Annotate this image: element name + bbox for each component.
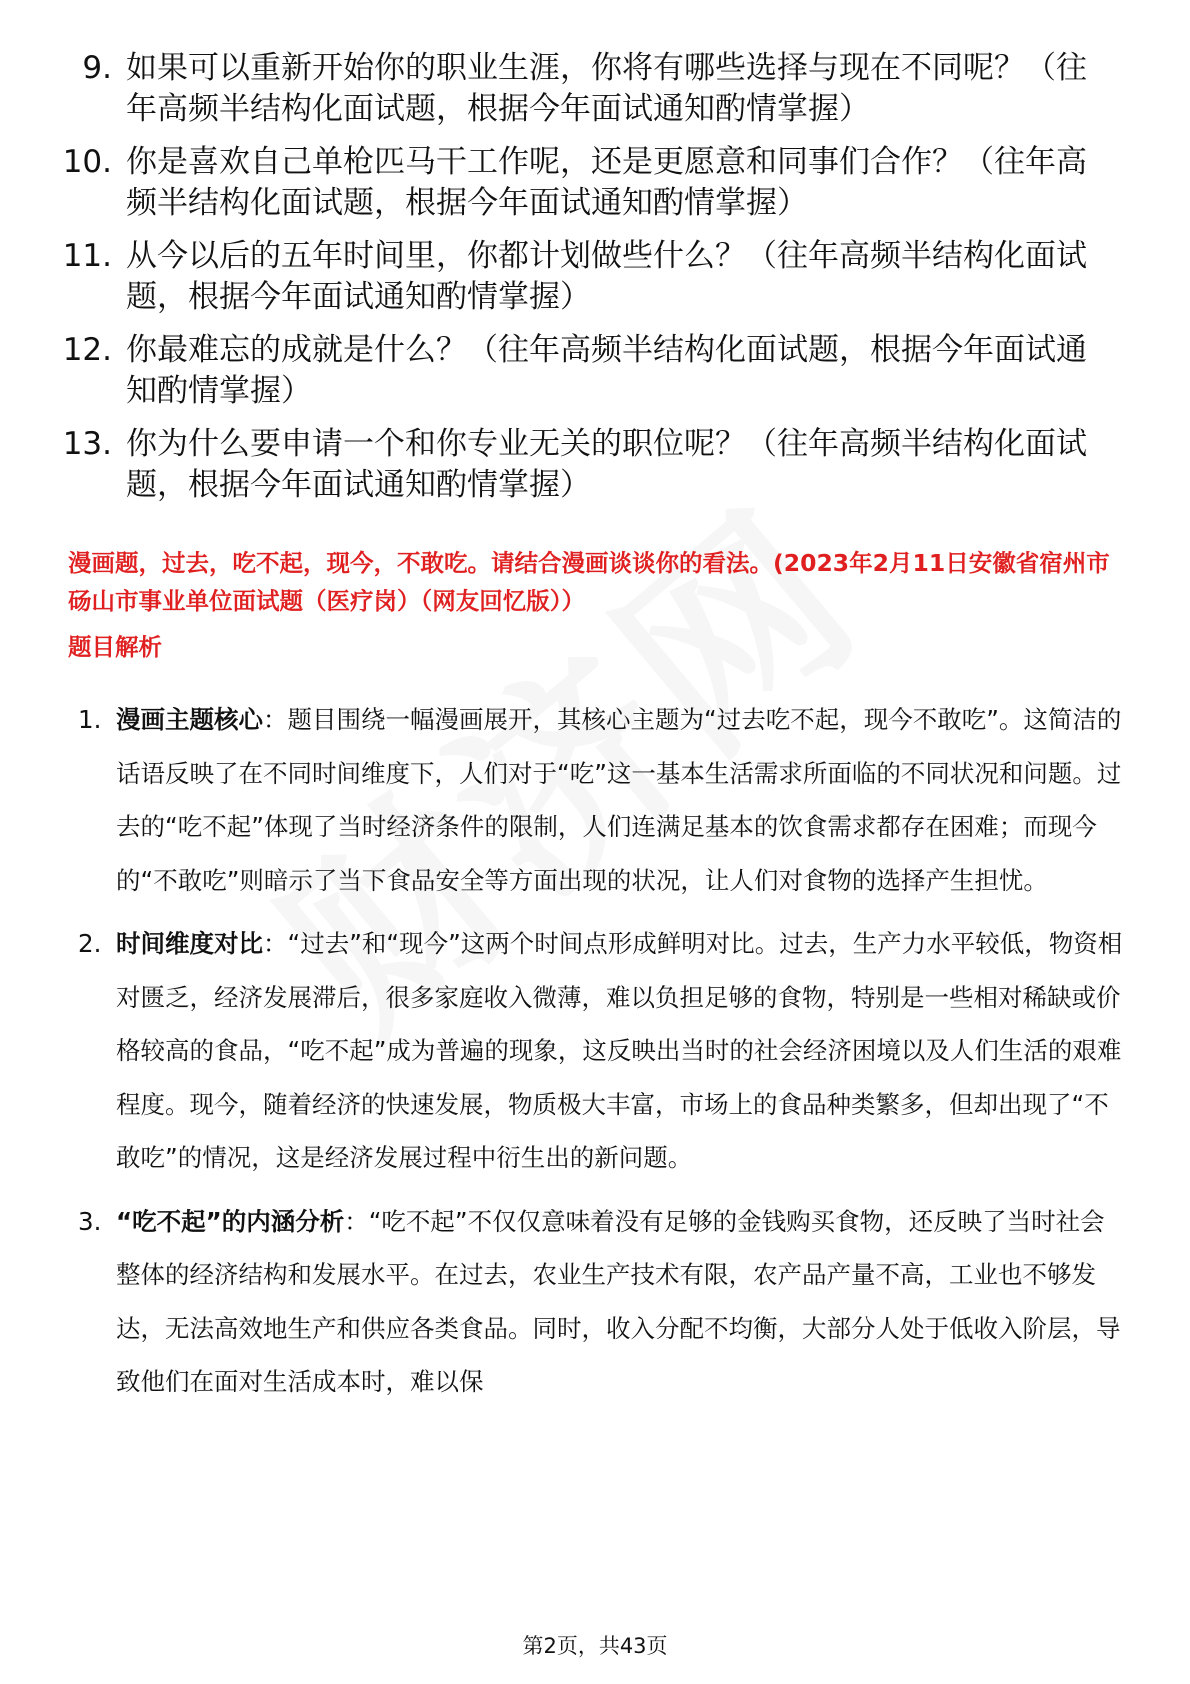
question-text: 你最难忘的成就是什么？（往年高频半结构化面试题，根据今年面试通知酌情掌握） — [126, 332, 1087, 409]
question-number: 9. — [82, 50, 112, 86]
analysis-heading: 题目解析 — [68, 633, 162, 661]
page-footer: 第2页，共43页 — [522, 1634, 668, 1658]
analysis-number: 1. — [78, 705, 102, 734]
question-text: 你为什么要申请一个和你专业无关的职位呢？（往年高频半结构化面试题，根据今年面试通知酌情掌握） — [126, 426, 1087, 503]
analysis-lead: “吃不起”的内涵分析 — [116, 1206, 345, 1236]
analysis-lead: 漫画主题核心 — [116, 705, 263, 734]
question-number: 11. — [62, 238, 112, 274]
analysis-paragraph — [116, 693, 1128, 907]
analysis-number: 2. — [78, 929, 102, 958]
question-text: 如果可以重新开始你的职业生涯，你将有哪些选择与现在不同呢？（往年高频半结构化面试题，根据今年面试通知酌情掌握） — [126, 50, 1087, 127]
list-item — [78, 693, 1128, 907]
section-title: 漫画题，过去，吃不起，现今，不敢吃。请结合漫画谈谈你的看法。(2023年2月11日安徽省宿州市砀山市事业单位面试题（医疗岗）（网友回忆版）） — [68, 549, 1110, 615]
list-item — [54, 142, 1114, 224]
question-number: 10. — [62, 144, 112, 180]
analysis-list — [78, 693, 1128, 1419]
analysis-paragraph — [116, 1195, 1128, 1409]
analysis-paragraph — [116, 917, 1128, 1185]
list-item — [78, 917, 1128, 1185]
analysis-lead: 时间维度对比 — [116, 929, 263, 958]
question-list — [54, 48, 1114, 518]
analysis-number: 3. — [78, 1206, 102, 1236]
list-item — [54, 330, 1114, 412]
list-item — [54, 424, 1114, 506]
question-number: 12. — [62, 332, 112, 368]
question-number: 13. — [62, 426, 112, 462]
list-item — [54, 48, 1114, 130]
question-text: 你是喜欢自己单枪匹马干工作呢，还是更愿意和同事们合作？（往年高频半结构化面试题，根据今年面试通知酌情掌握） — [126, 144, 1087, 221]
analysis-text: ：“过去”和“现今”这两个时间点形成鲜明对比。过去，生产力水平较低，物资相对匮乏，经济发展滞后，很多家庭收入微薄，难以负担足够的食物，特别是一些相对稀缺或价格较高的食品，“吃不起”成为普遍的现象，这反映出当时的社会经济困境以及人们生活的艰难程度。现今，随着经济的快速发展，物质极大丰富，市场上的食品种类繁多，但却出现了“不敢吃”的情况，这是经济发展过程中衍生出的新问题。 — [116, 929, 1123, 1172]
analysis-text: ：题目围绕一幅漫画展开，其核心主题为“过去吃不起，现今不敢吃”。这简洁的话语反映了在不同时间维度下，人们对于“吃”这一基本生活需求所面临的不同状况和问题。过去的“吃不起”体现了当时经济条件的限制，人们连满足基本的饮食需求都存在困难；而现今的“不敢吃”则暗示了当下食品安全等方面出现的状况，让人们对食物的选择产生担忧。 — [116, 705, 1122, 895]
list-item — [78, 1195, 1128, 1409]
question-text: 从今以后的五年时间里，你都计划做些什么？（往年高频半结构化面试题，根据今年面试通知酌情掌握） — [126, 238, 1087, 315]
analysis-text: ：“吃不起”不仅仅意味着没有足够的金钱购买食物，还反映了当时社会整体的经济结构和发展水平。在过去，农业生产技术有限，农产品产量不高，工业也不够发达，无法高效地生产和供应各类食品。同时，收入分配不均衡，大部分人处于低收入阶层，导致他们在面对生活成本时，难以保 — [116, 1206, 1121, 1396]
list-item — [54, 236, 1114, 318]
